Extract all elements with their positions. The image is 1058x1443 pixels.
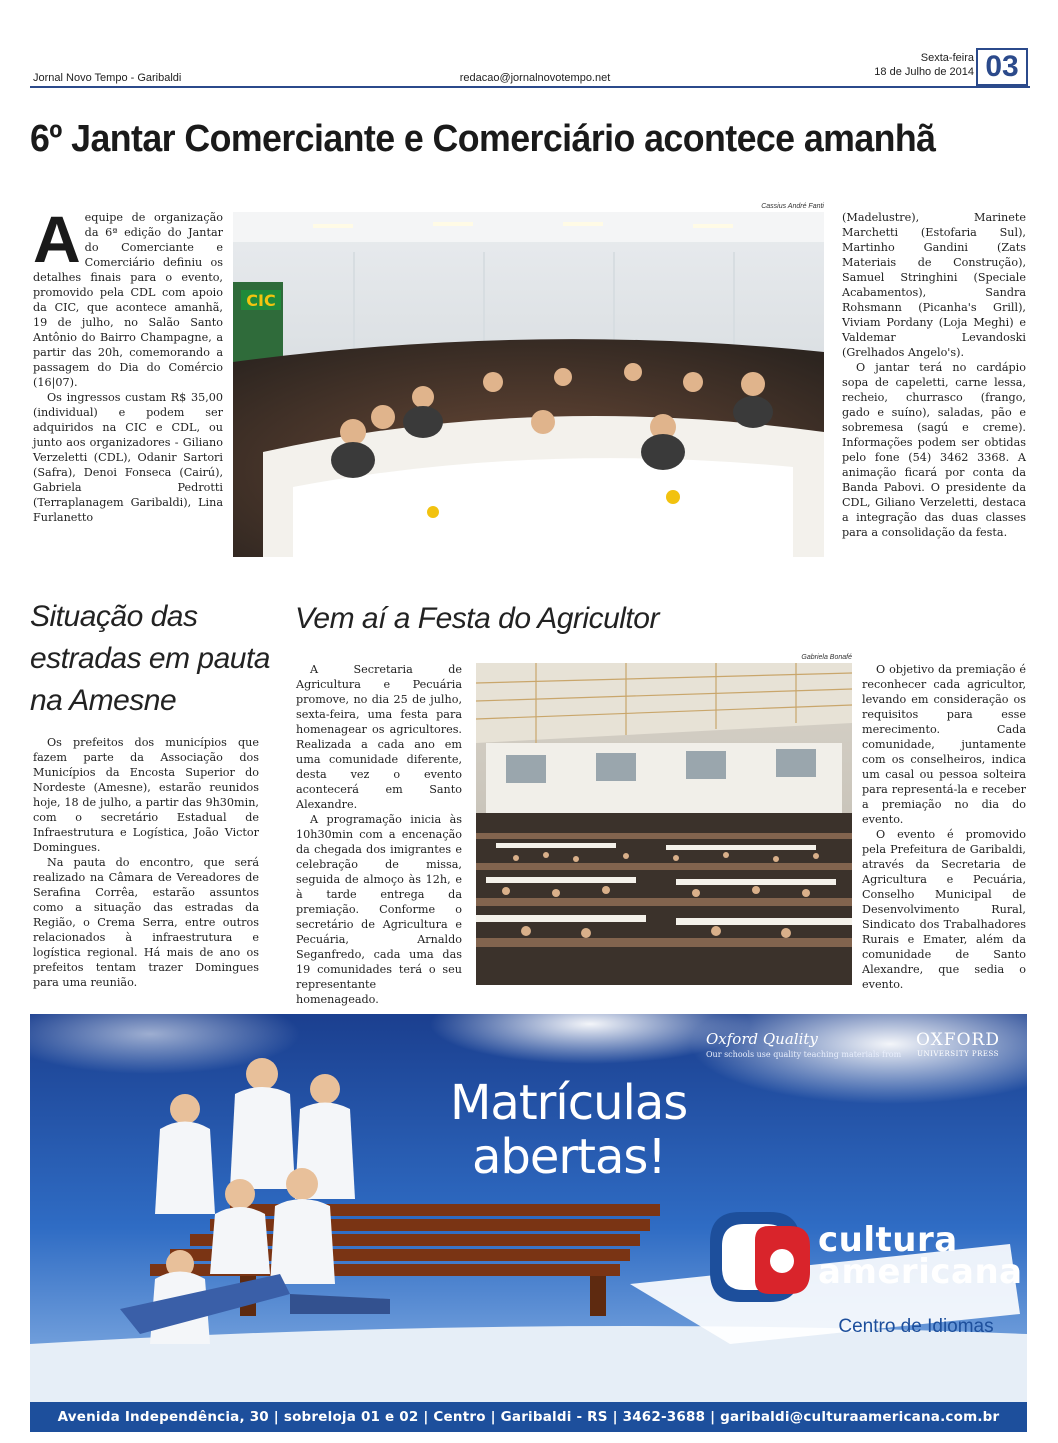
farmer-party-photo	[476, 663, 852, 985]
brand-name	[818, 1220, 1023, 1292]
farmer-article-col1	[296, 662, 462, 1007]
header-email[interactable]: redacao@jornalnovotempo.net	[459, 72, 611, 84]
farmer-article-p1: A Secretaria de Agricultura e Pecuária promove, no dia 25 de julho, sexta-feira, uma festa para homenagear os agricultores. Realizada a cada ano em uma comunidade diferente, desta vez o evento acontecerá em Santo Alexandre.	[296, 663, 462, 811]
roads-article-p2: Na pauta do encontro, que será realizado na Câmara de Vereadores de Serafina Corrêa, estarão assuntos como a situação das estradas da Região, o Crema Serra, entre outros relacionados à infraestrutura e logística regional. Há mais de ano os prefeitos tentam trazer Domingues para uma reunião.	[33, 856, 259, 989]
drop-cap: A	[33, 202, 81, 276]
main-article-p4: O jantar terá no cardápio sopa de capeletti, carne lessa, recheio, churrasco (frango, gado e suíno), saladas, pão e sobremesa (sagú e creme). Informações podem ser obtidas pelo fone (54) 3462 3368. A animação ficará por conta da Banda Pabovi. O presidente da CDL, Giliano Verzeletti, destaca a integração das duas classes para a consolidação da festa.	[842, 361, 1026, 539]
brand-line1: cultura	[818, 1220, 958, 1260]
main-article-p3: (Madelustre), Marinete Marchetti (Estofaria Sul), Martinho Gandini (Zats Materiais de Construção), Samuel Stringhini (Speciale Acabamentos), Sandra Rohsmann (Picanha's Grill), Viviam Pordany (Loja Meghi) e Valdemar Levandoski (Grelhados Angelo's).	[842, 211, 1026, 359]
oxford-quality: Oxford Quality	[706, 1030, 818, 1048]
main-article-col2	[842, 210, 1026, 540]
ad-address-bar[interactable]: Avenida Independência, 30 | sobreloja 01 e 02 | Centro | Garibaldi - RS | 3462-3688 | garibaldi@culturaamericana.com.br	[30, 1402, 1027, 1432]
oxford-logo-top: OXFORD	[916, 1030, 1000, 1050]
oxford-logo	[908, 1030, 1008, 1058]
photo-sign-text: CIC	[246, 291, 276, 310]
main-headline: 6º Jantar Comerciante e Comerciário acontece amanhã	[30, 118, 936, 160]
ad-subtitle: Centro de Idiomas	[838, 1316, 994, 1337]
roads-article-p1: Os prefeitos dos municípios que fazem parte da Associação dos Municípios da Encosta Superior do Nordeste (Amesne), estarão reunidos hoje, 18 de julho, a partir das 9h30min, com o secretário Estadual de Infraestrutura e Logística, João Victor Domingues.	[33, 736, 259, 854]
main-article-p1: equipe de organização da 6ª edição do Jantar do Comerciante e Comerciário definiu os detalhes finais para o evento, promovido pela CDL com apoio da CIC, que acontece amanhã, 19 de julho, no Salão Santo Antônio do Bairro Champagne, a partir das 20h, comemorando a passagem do Dia do Comércio (16|07).	[33, 211, 223, 389]
page-number: 03	[976, 48, 1028, 86]
paper-name: Jornal Novo Tempo - Garibaldi	[33, 72, 182, 84]
photo-credit-main: Cassius André Fanti	[761, 203, 824, 210]
farmer-article-col2	[862, 662, 1026, 992]
farmer-article-p4: O evento é promovido pela Prefeitura de Garibaldi, através da Secretaria de Agricultura e Pecuária, Conselho Municipal de Desenvolvimento Rural, Sindicato dos Trabalhadores Rurais e Emater, além da comunidade de Santo Alexandre, que sedia o evento.	[862, 828, 1026, 991]
dinner-photo	[233, 212, 824, 557]
ad-headline	[450, 1076, 687, 1184]
cultura-americana-ad[interactable]	[30, 1014, 1027, 1402]
farmer-article-p3: O objetivo da premiação é reconhecer cada agricultor, levando em consideração os requisitos para esse merecimento. Cada comunidade, juntamente com os conselheiros, indica um casal ou pessoa solteira para representá-la e receber a premiação no dia do evento.	[862, 663, 1026, 826]
main-article-col1	[33, 202, 223, 525]
photo-credit-farmer: Gabriela Bonafé	[801, 654, 852, 661]
main-article-p2: Os ingressos custam R$ 35,00 (individual) e podem ser adquiridos na CIC e CDL, ou junto aos organizadores - Giliano Verzeletti (CDL), Odanir Sartori (Safra), Denoi Fonseca (Cairú), Gabriela Pedrotti (Terraplanagem Garibaldi), Lina Furlanetto	[33, 391, 223, 524]
header-date-text: 18 de Julho de 2014	[874, 66, 974, 78]
roads-headline: Situação das estradas em pauta na Amesne	[30, 600, 270, 717]
ad-headline-line2: abertas!	[472, 1129, 666, 1185]
header-date	[874, 51, 974, 79]
oxford-tagline: Our schools use quality teaching materials from	[706, 1050, 902, 1059]
header-weekday: Sexta-feira	[920, 52, 974, 64]
header-divider	[30, 86, 1030, 88]
ad-headline-line1: Matrículas	[450, 1075, 688, 1131]
farmer-article-p2: A programação inicia às 10h30min com a encenação da chegada dos imigrantes e celebração de missa, seguida de almoço às 12h, e à tarde entrega da premiação. Conforme o secretário de Agricultura e Pecuária, Arnaldo Seganfredo, cada uma das 19 comunidades terá o seu representante homenageado.	[296, 813, 462, 1006]
farmer-headline: Vem aí a Festa do Agricultor	[295, 602, 659, 635]
roads-article-body	[33, 735, 259, 990]
oxford-logo-bottom: UNIVERSITY PRESS	[917, 1050, 999, 1058]
brand-line2: americana	[818, 1252, 1023, 1292]
